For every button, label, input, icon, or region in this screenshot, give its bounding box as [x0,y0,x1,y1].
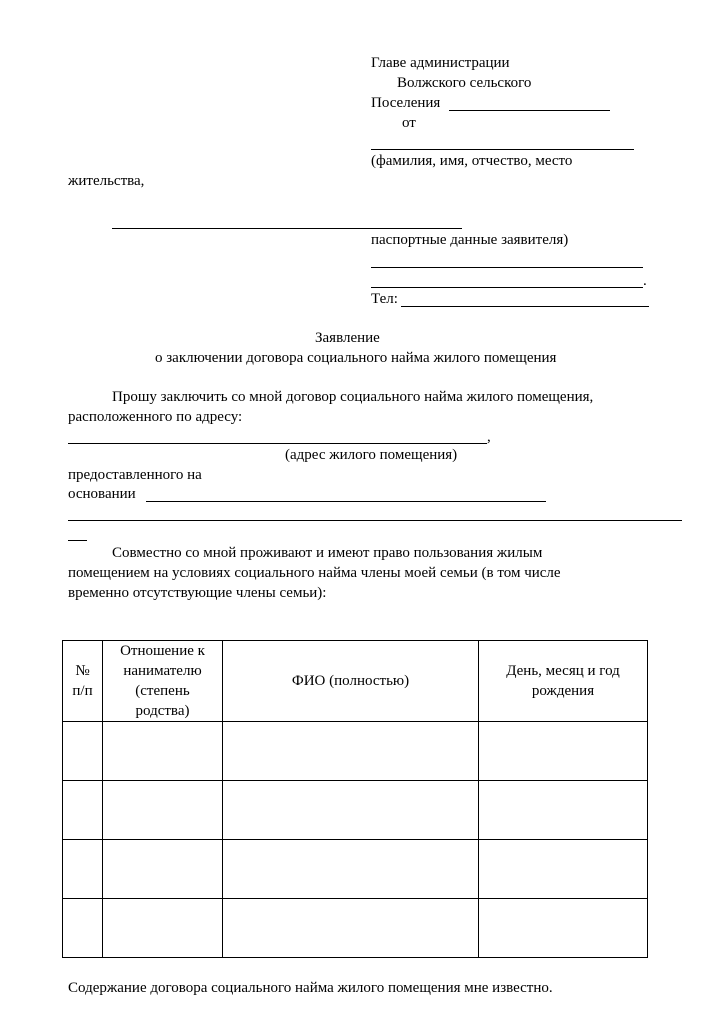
provided-line-1: предоставленного на [68,467,202,483]
request-line-2: расположенного по адресу: [68,409,243,425]
property-address-line[interactable] [68,443,487,444]
cell-number[interactable] [63,899,103,958]
table-header-row [63,641,648,722]
acknowledgement-statement: Содержание договора социального найма жилого помещения мне известно. [68,980,553,996]
passport-period: . [643,273,647,289]
address-hint: (адрес жилого помещения) [285,447,458,463]
passport-line-1[interactable] [371,267,643,268]
applicant-hint: (фамилия, имя, отчество, место [371,153,573,169]
applicant-name-line[interactable] [371,149,634,150]
table-row [63,899,648,958]
header-full-name: ФИО (полностью) [223,641,479,722]
addressee-line-3: Поселения [371,95,441,111]
cell-full-name[interactable] [223,781,479,840]
settlement-name-line[interactable] [449,110,610,111]
cell-birth-date[interactable] [479,899,648,958]
addressee-line-1: Главе администрации [371,55,510,71]
basis-continuation-line[interactable] [68,520,682,521]
document-title: Заявление [315,330,380,346]
cell-number[interactable] [63,840,103,899]
basis-continuation-tail [68,540,87,541]
cell-birth-date[interactable] [479,840,648,899]
passport-line-2[interactable] [371,287,643,288]
table-row [63,840,648,899]
cell-birth-date[interactable] [479,722,648,781]
request-line-1: Прошу заключить со мной договор социального найма жилого помещения, [112,389,594,405]
cohabit-line-3: временно отсутствующие члены семьи): [68,585,327,601]
header-birth-date: День, месяц и год рождения [479,641,648,722]
provided-line-2: основании [68,486,136,502]
cell-number[interactable] [63,781,103,840]
cell-relation[interactable] [103,899,223,958]
addressee-line-2: Волжского сельского [397,75,532,91]
cell-full-name[interactable] [223,840,479,899]
table-row [63,722,648,781]
passport-hint: паспортные данные заявителя) [371,232,569,248]
cell-number[interactable] [63,722,103,781]
cohabit-line-2: помещением на условиях социального найма члены моей семьи (в том числе [68,565,561,581]
residence-address-line[interactable] [112,228,462,229]
cell-relation[interactable] [103,781,223,840]
address-comma: , [487,429,491,445]
basis-line[interactable] [146,501,546,502]
header-relation: Отношение к нанимателю (степень родства) [103,641,223,722]
table-row [63,781,648,840]
residence-label: жительства, [68,173,145,189]
family-members-table [62,640,648,958]
cell-full-name[interactable] [223,722,479,781]
document-subtitle: о заключении договора социального найма жилого помещения [155,350,557,366]
cell-relation[interactable] [103,722,223,781]
cohabit-line-1: Совместно со мной проживают и имеют право пользования жилым [112,545,543,561]
phone-line[interactable] [401,306,649,307]
cell-full-name[interactable] [223,899,479,958]
cell-relation[interactable] [103,840,223,899]
header-number: № п/п [63,641,103,722]
phone-label: Тел: [371,291,398,307]
cell-birth-date[interactable] [479,781,648,840]
from-label: от [402,115,416,131]
